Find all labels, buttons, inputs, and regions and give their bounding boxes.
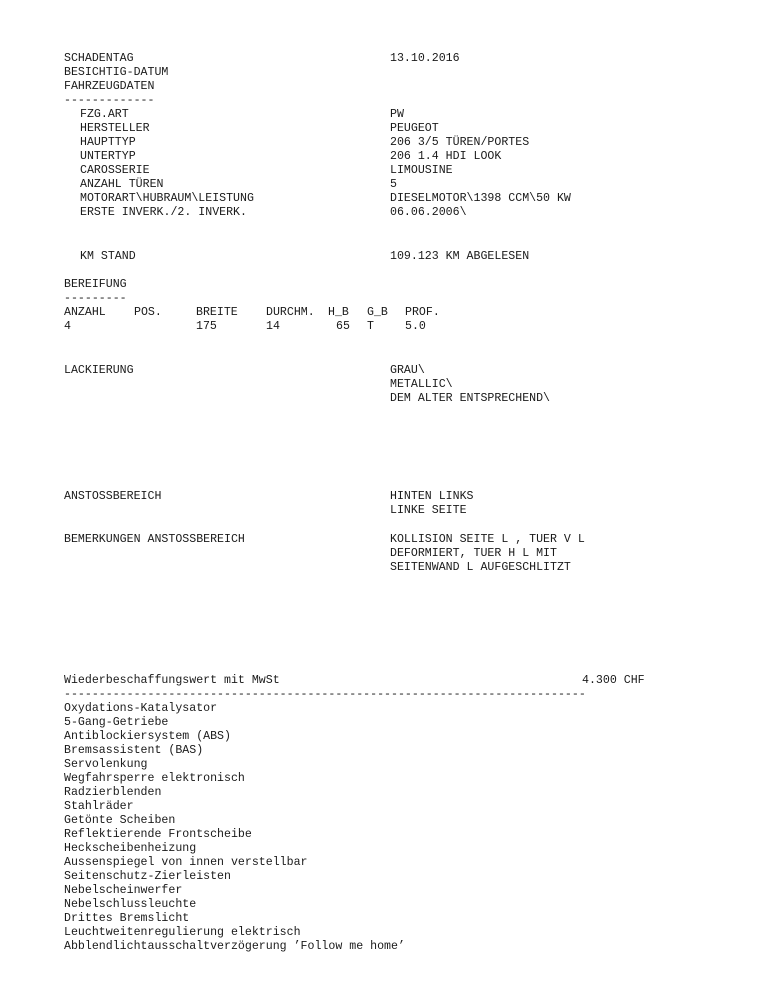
fahrzeugdaten-underline: ------------- [64, 94, 155, 107]
equipment-item: Reflektierende Frontscheibe [64, 828, 252, 841]
vehicle-label: HERSTELLER [80, 122, 150, 135]
schadentag-label: SCHADENTAG [64, 52, 134, 65]
remarks-label: BEMERKUNGEN ANSTOSSBEREICH [64, 533, 245, 546]
vehicle-label: CAROSSERIE [80, 164, 150, 177]
vehicle-value: PEUGEOT [390, 122, 439, 135]
tires-header: POS. [134, 306, 162, 319]
paint-line: DEM ALTER ENTSPRECHEND\ [390, 392, 551, 405]
vehicle-value: 206 3/5 TÜREN/PORTES [390, 136, 530, 149]
equipment-item: Heckscheibenheizung [64, 842, 197, 855]
impact-label: ANSTOSSBEREICH [64, 490, 162, 503]
tires-value: 4 [64, 320, 71, 333]
tires-value: T [367, 320, 374, 333]
paint-line: METALLIC\ [390, 378, 453, 391]
equipment-item: Nebelschlussleuchte [64, 898, 197, 911]
impact-line: HINTEN LINKS [390, 490, 474, 503]
vehicle-label: ERSTE INVERK./2. INVERK. [80, 206, 247, 219]
vehicle-value: PW [390, 108, 404, 121]
vehicle-value: 206 1.4 HDI LOOK [390, 150, 502, 163]
equipment-item: Bremsassistent (BAS) [64, 744, 204, 757]
replacement-divider: --------------------------------------------------------------------------- [64, 688, 586, 701]
tires-value: 5.0 [405, 320, 426, 333]
replacement-value: 4.300 CHF [582, 674, 645, 687]
tires-header: DURCHM. [266, 306, 315, 319]
vehicle-value: DIESELMOTOR\1398 CCM\50 KW [390, 192, 571, 205]
tires-header: PROF. [405, 306, 440, 319]
equipment-item: Leuchtweitenregulierung elektrisch [64, 926, 301, 939]
km-label: KM STAND [80, 250, 136, 263]
vehicle-label: UNTERTYP [80, 150, 136, 163]
vehicle-label: HAUPTTYP [80, 136, 136, 149]
equipment-item: Seitenschutz-Zierleisten [64, 870, 231, 883]
vehicle-value: 5 [390, 178, 397, 191]
remarks-line: KOLLISION SEITE L , TUER V L [390, 533, 585, 546]
tires-title: BEREIFUNG [64, 278, 127, 291]
tires-value: 175 [196, 320, 217, 333]
vehicle-label: ANZAHL TÜREN [80, 178, 164, 191]
tires-value: 14 [266, 320, 280, 333]
tires-underline: --------- [64, 292, 127, 305]
equipment-item: Radzierblenden [64, 786, 162, 799]
equipment-item: Oxydations-Katalysator [64, 702, 218, 715]
tires-header: ANZAHL [64, 306, 106, 319]
tires-value: 65 [336, 320, 350, 333]
remarks-line: SEITENWAND L AUFGESCHLITZT [390, 561, 571, 574]
km-value: 109.123 KM ABGELESEN [390, 250, 530, 263]
besichtig-label: BESICHTIG-DATUM [64, 66, 169, 79]
vehicle-label: MOTORART\HUBRAUM\LEISTUNG [80, 192, 254, 205]
vehicle-value: LIMOUSINE [390, 164, 453, 177]
equipment-item: Stahlräder [64, 800, 134, 813]
equipment-item: Nebelscheinwerfer [64, 884, 183, 897]
vehicle-value: 06.06.2006\ [390, 206, 467, 219]
equipment-item: Wegfahrsperre elektronisch [64, 772, 245, 785]
equipment-item: Antiblockiersystem (ABS) [64, 730, 231, 743]
equipment-item: Drittes Bremslicht [64, 912, 190, 925]
paint-label: LACKIERUNG [64, 364, 134, 377]
fahrzeugdaten-label: FAHRZEUGDATEN [64, 80, 155, 93]
equipment-item: Getönte Scheiben [64, 814, 176, 827]
equipment-item: Abblendlichtausschaltverzögerung ’Follow me home’ [64, 940, 405, 953]
equipment-item: Servolenkung [64, 758, 148, 771]
tires-header: BREITE [196, 306, 238, 319]
equipment-item: Aussenspiegel von innen verstellbar [64, 856, 308, 869]
tires-header: G_B [367, 306, 388, 319]
vehicle-label: FZG.ART [80, 108, 129, 121]
replacement-label: Wiederbeschaffungswert mit MwSt [64, 674, 280, 687]
tires-header: H_B [328, 306, 349, 319]
impact-line: LINKE SEITE [390, 504, 467, 517]
equipment-item: 5-Gang-Getriebe [64, 716, 169, 729]
paint-line: GRAU\ [390, 364, 425, 377]
schadentag-value: 13.10.2016 [390, 52, 460, 65]
remarks-line: DEFORMIERT, TUER H L MIT [390, 547, 557, 560]
